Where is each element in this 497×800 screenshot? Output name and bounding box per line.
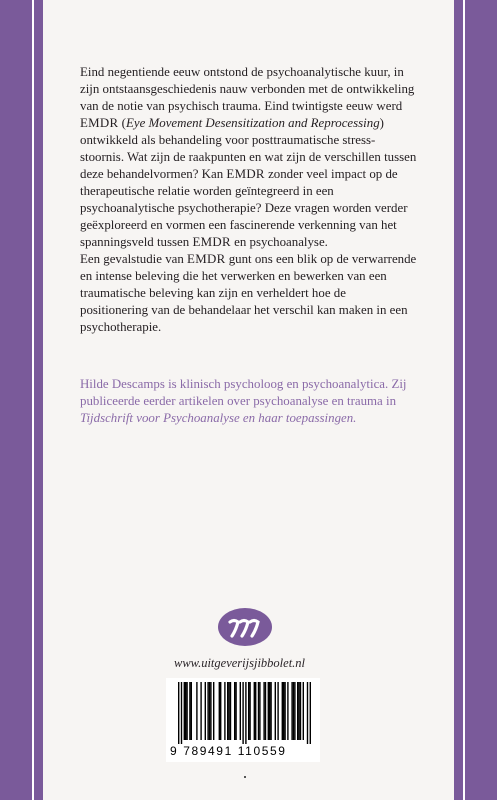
barcode-bar [303, 682, 304, 740]
spine-dot [244, 776, 246, 778]
barcode-bar [227, 682, 228, 740]
barcode-bar [213, 682, 214, 740]
barcode-bar [291, 682, 292, 740]
barcode-bar [184, 682, 185, 740]
barcode-bar [287, 682, 288, 740]
barcode-bar [249, 682, 250, 740]
barcode-bar [185, 682, 186, 740]
barcode-bar [293, 682, 294, 740]
barcode-bar [205, 682, 206, 740]
barcode-bar [196, 682, 197, 740]
barcode-bar [255, 682, 256, 740]
right-stripe [463, 0, 465, 800]
barcode-bar [277, 682, 278, 740]
barcode-bar [263, 682, 264, 740]
barcode-bar [268, 682, 269, 740]
barcode-bar [259, 682, 260, 740]
barcode-bar [209, 682, 210, 740]
barcode-bar [265, 682, 266, 740]
barcode-bar [275, 682, 276, 740]
isbn-barcode [166, 678, 320, 762]
blurb-paragraph-2: Een gevalstudie van EMDR gunt ons een blik op de verwarrende en intense beleving die het verwerken en bewerken van een traumatische beleving kan zijn en verheldert hoe de positionering van de behandelaar het verschil kan maken in een psychotherapie. [80, 252, 417, 334]
barcode-bar [282, 682, 283, 740]
emdr-abbr: EMDR [192, 235, 231, 249]
barcode-bar [210, 682, 211, 740]
barcode-bar [178, 682, 179, 744]
barcode-bar [235, 682, 236, 740]
barcode-bar [283, 682, 284, 740]
barcode-bar [245, 682, 246, 744]
barcode-bars [174, 682, 314, 744]
emdr-full-name: Eye Movement Desensitization and Reprocessing [125, 116, 380, 130]
barcode-bar [269, 682, 270, 740]
barcode-bar [284, 682, 285, 740]
barcode-bar [200, 682, 201, 740]
barcode-bar [224, 682, 225, 740]
barcode-bar [242, 682, 243, 744]
isbn-number: 9 789491 110559 [170, 744, 287, 758]
barcode-bar [307, 682, 308, 744]
journal-title: Tijdschrift voor Psychoanalyse en haar toepassingen. [80, 411, 357, 425]
barcode-bar [297, 682, 298, 740]
emdr-abbr: EMDR [226, 167, 265, 181]
barcode-bar [300, 682, 301, 740]
barcode-bar [181, 682, 182, 744]
barcode-bar [270, 682, 271, 740]
barcode-bar [186, 682, 187, 740]
barcode-bar [234, 682, 235, 740]
barcode-bar [248, 682, 249, 740]
barcode-bar [219, 682, 220, 740]
blurb [80, 64, 417, 336]
barcode-bar [294, 682, 295, 740]
publisher-logo-icon [218, 608, 272, 646]
barcode-bar [230, 682, 231, 740]
barcode-bar [189, 682, 190, 740]
author-bio: Hilde Descamps is klinisch psycholoog en psychoanalytica. Zij publiceerde eerder artikelen over psychoanalyse en trauma in Tijdschrift voor Psychoanalyse en haar toepassingen. [80, 377, 407, 425]
blurb-paragraph-1: Eind negentiende eeuw ontstond de psychoanalytische kuur, in zijn ontstaansgeschiedenis nauw verbonden met de ontwikkeling van de notie van psychisch trauma. Eind twintigste eeuw werd EMDR (Eye Movement Desensitization and Reprocessing) ontwikkeld als behandeling voor posttraumatische stress-stoornis. Wat zijn de raakpunten en wat zijn de verschillen tussen deze behandelvormen? Kan EMDR zonder veel impact op de therapeutische relatie worden geïntegreerd in een psychoanalytische psychotherapie? Deze vragen worden verder geëxploreerd en vormen een fascinerende verkenning van het spanningsveld tussen EMDR en psychoanalyse. [80, 65, 417, 249]
publisher-website[interactable]: www.uitgeverijsjibbolet.nl [174, 656, 306, 670]
emdr-abbr: EMDR [187, 252, 226, 266]
barcode-bar [228, 682, 229, 740]
barcode-bar [191, 682, 192, 740]
barcode-bar [310, 682, 311, 744]
barcode-bar [207, 682, 208, 740]
emdr-abbr: EMDR [80, 116, 119, 130]
barcode-bar [298, 682, 299, 740]
barcode-bar [240, 682, 241, 740]
barcode-bar [254, 682, 255, 740]
barcode-bar [220, 682, 221, 740]
barcode-bar [258, 682, 259, 740]
left-stripe [32, 0, 34, 800]
